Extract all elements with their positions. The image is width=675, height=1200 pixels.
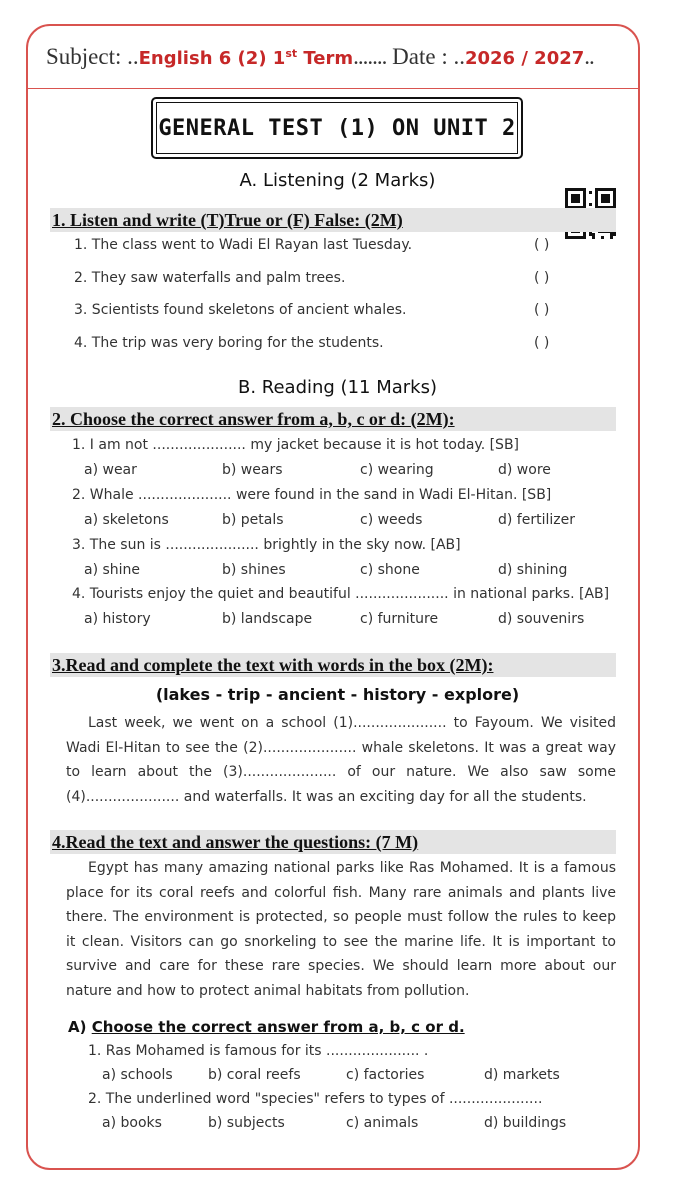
mcq-stem: 2. The underlined word "species" refers to types of ..................... bbox=[88, 1091, 543, 1107]
subject-label: Subject: .. bbox=[46, 44, 139, 69]
question-2-heading bbox=[50, 407, 616, 431]
option-b[interactable]: b) coral reefs bbox=[208, 1067, 301, 1083]
tf-answer-blank[interactable]: ( ) bbox=[534, 335, 550, 351]
tf-answer-blank[interactable]: ( ) bbox=[534, 270, 550, 286]
subject-value: English 6 (2) 1st Term bbox=[138, 47, 354, 69]
mcq-options bbox=[102, 1115, 642, 1135]
reading-heading: B. Reading (11 Marks) bbox=[237, 377, 437, 398]
option-c[interactable]: c) wearing bbox=[360, 462, 434, 478]
tf-item: 4. The trip was very boring for the students. bbox=[74, 335, 384, 351]
option-c[interactable]: c) weeds bbox=[360, 512, 423, 528]
tf-item: 1. The class went to Wadi El Rayan last Tuesday. bbox=[74, 237, 413, 253]
part-a-heading: A) Choose the correct answer from a, b, c or d. bbox=[68, 1018, 465, 1036]
option-a[interactable]: a) books bbox=[102, 1115, 162, 1131]
option-a[interactable]: a) wear bbox=[84, 462, 137, 478]
subject-dots: ....... bbox=[353, 44, 387, 69]
option-a[interactable]: a) shine bbox=[84, 562, 141, 578]
question-4-label: 4.Read the text and answer the questions: (7 M) bbox=[52, 832, 419, 852]
mcq-options bbox=[84, 462, 624, 482]
mcq-stem: 3. The sun is ..................... brightly in the sky now. [AB] bbox=[72, 537, 461, 553]
question-3-heading bbox=[50, 653, 616, 677]
mcq-options bbox=[102, 1067, 642, 1087]
mcq-options bbox=[84, 611, 624, 631]
option-b[interactable]: b) shines bbox=[222, 562, 286, 578]
option-b[interactable]: b) landscape bbox=[222, 611, 313, 627]
option-a[interactable]: a) schools bbox=[102, 1067, 173, 1083]
mcq-options bbox=[84, 512, 624, 532]
option-d[interactable]: d) buildings bbox=[484, 1115, 567, 1131]
option-a[interactable]: a) skeletons bbox=[84, 512, 169, 528]
tf-answer-blank[interactable]: ( ) bbox=[534, 237, 550, 253]
completion-passage: Last week, we went on a school (1)..................... to Fayoum. We visited Wadi El-Hitan to see the (2)..................... whale skeletons. It was a great way to learn about the (3)..................... of our nature. We also saw some (4)..................... and waterfalls. It was an exciting day for all the students. bbox=[66, 715, 616, 805]
mcq-options bbox=[84, 562, 624, 582]
mcq-stem: 1. I am not ..................... my jacket because it is hot today. [SB] bbox=[72, 437, 520, 453]
option-b[interactable]: b) wears bbox=[222, 462, 283, 478]
option-c[interactable]: c) factories bbox=[346, 1067, 425, 1083]
tf-item: 2. They saw waterfalls and palm trees. bbox=[74, 270, 346, 286]
option-a[interactable]: a) history bbox=[84, 611, 151, 627]
option-c[interactable]: c) shone bbox=[360, 562, 420, 578]
option-b[interactable]: b) petals bbox=[222, 512, 284, 528]
title-box bbox=[151, 97, 523, 159]
question-2-label: 2. Choose the correct answer from a, b, c or d: (2M): bbox=[52, 409, 455, 429]
question-1-heading bbox=[50, 208, 616, 232]
option-d[interactable]: d) shining bbox=[498, 562, 568, 578]
date-dots: .. bbox=[584, 44, 594, 69]
option-d[interactable]: d) wore bbox=[498, 462, 551, 478]
reading-passage: Egypt has many amazing national parks like Ras Mohamed. It is a famous place for its coral reefs and colorful fish. Many rare animals and plants live there. The environment is protected, so people must follow the rules to keep it clean. Visitors can go snorkeling to see the marine life. It is important to survive and care for these rare species. We should learn more about our nature and how to protect animal habitats from pollution. bbox=[66, 860, 616, 999]
mcq-stem: 4. Tourists enjoy the quiet and beautiful ..................... in national parks. [AB] bbox=[72, 586, 610, 602]
tf-item: 3. Scientists found skeletons of ancient whales. bbox=[74, 302, 407, 318]
option-d[interactable]: d) markets bbox=[484, 1067, 560, 1083]
question-4-heading bbox=[50, 830, 616, 854]
date-label: Date : .. bbox=[386, 44, 465, 69]
option-d[interactable]: d) souvenirs bbox=[498, 611, 585, 627]
option-c[interactable]: c) furniture bbox=[360, 611, 439, 627]
question-1-label: 1. Listen and write (T)True or (F) False: (2M) bbox=[52, 210, 403, 230]
option-d[interactable]: d) fertilizer bbox=[498, 512, 575, 528]
word-box: (lakes - trip - ancient - history - explore) bbox=[155, 685, 520, 704]
option-c[interactable]: c) animals bbox=[346, 1115, 419, 1131]
mcq-stem: 1. Ras Mohamed is famous for its ..................... . bbox=[88, 1043, 429, 1059]
tf-answer-blank[interactable]: ( ) bbox=[534, 302, 550, 318]
header-divider bbox=[26, 88, 640, 89]
option-b[interactable]: b) subjects bbox=[208, 1115, 285, 1131]
listening-heading: A. Listening (2 Marks) bbox=[239, 170, 436, 191]
page-title: GENERAL TEST (1) ON UNIT 2 bbox=[156, 102, 518, 154]
question-3-label: 3.Read and complete the text with words in the box (2M): bbox=[52, 655, 494, 675]
date-value: 2026 / 2027 bbox=[464, 48, 585, 69]
mcq-stem: 2. Whale ..................... were found in the sand in Wadi El-Hitan. [SB] bbox=[72, 487, 552, 503]
header-line bbox=[46, 44, 636, 76]
